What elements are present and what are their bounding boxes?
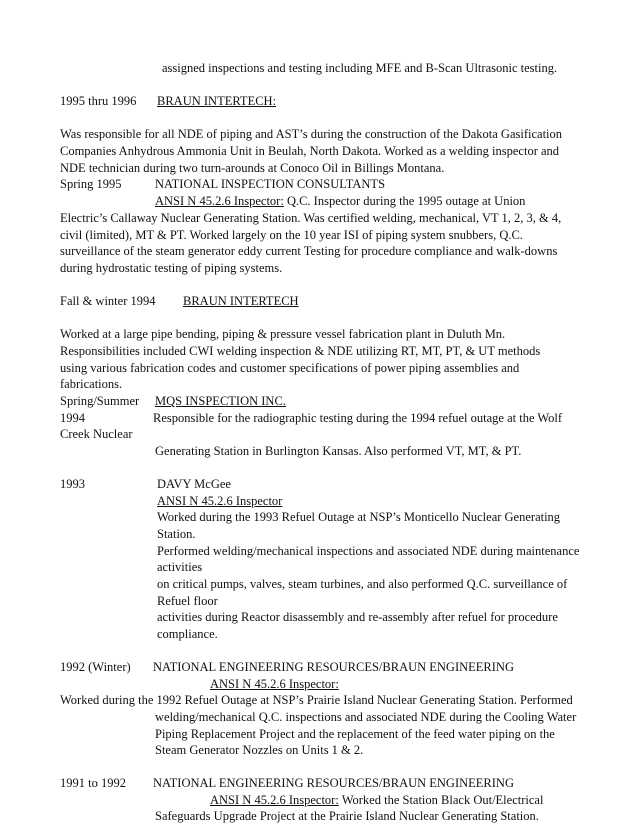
entry-date: Spring/Summer xyxy=(60,394,140,408)
entry-date: Spring 1995 xyxy=(60,177,122,191)
entry-date: 1995 thru 1996 xyxy=(60,94,137,108)
desc-line: Generating Station in Burlington Kansas. Also performed VT, MT, & PT. xyxy=(155,444,522,458)
desc-line: during hydrostatic testing of piping systems. xyxy=(60,261,283,275)
desc-line: Electric’s Callaway Nuclear Generating Station. Was certified welding, mechanical, VT 1, 2, 3, & 4, xyxy=(60,211,562,225)
entry-date: Fall & winter 1994 xyxy=(60,294,156,308)
intro-line: assigned inspections and testing including MFE and B-Scan Ultrasonic testing. xyxy=(162,61,558,75)
desc-line: Companies Anhydrous Ammonia Unit in Beulah, North Dakota. Worked as a welding inspector and xyxy=(60,144,560,158)
desc-line: surveillance of the steam generator eddy current Testing for procedure compliance and walk-downs xyxy=(60,244,558,258)
desc-line: NDE technician during two turn-arounds at Conoco Oil in Billings Montana. xyxy=(60,161,445,175)
role-desc: Worked the Station Black Out/Electrical xyxy=(338,793,544,807)
company-name: MQS INSPECTION INC. xyxy=(155,394,286,408)
desc-line: Creek Nuclear xyxy=(60,427,133,441)
desc-line: Station. xyxy=(157,527,196,541)
desc-line: Worked during the 1992 Refuel Outage at NSP’s Prairie Island Nuclear Generating Station. Performed xyxy=(60,693,573,707)
desc-line: compliance. xyxy=(157,627,218,641)
desc-line: Responsibilities included CWI welding inspection & NDE utilizing RT, MT, PT, & UT methods xyxy=(60,344,541,358)
desc-line: on critical pumps, valves, steam turbines, and also performed Q.C. surveillance of xyxy=(157,577,568,591)
desc-line: Safeguards Upgrade Project at the Prairie Island Nuclear Generating Station. xyxy=(155,809,539,823)
role-title: ANSI N 45.2.6 Inspector xyxy=(157,494,283,508)
role-line xyxy=(210,792,543,809)
company-name: DAVY McGee xyxy=(157,477,231,491)
desc-line: Was responsible for all NDE of piping and AST’s during the construction of the Dakota Gasification xyxy=(60,127,563,141)
desc-line: Performed welding/mechanical inspections and associated NDE during maintenance xyxy=(157,544,580,558)
role-line xyxy=(155,193,525,210)
desc-line: activities xyxy=(157,560,203,574)
role-desc: Q.C. Inspector during the 1995 outage at Union xyxy=(283,194,526,208)
desc-line: Responsible for the radiographic testing during the 1994 refuel outage at the Wolf xyxy=(153,411,563,425)
desc-line: Refuel floor xyxy=(157,594,218,608)
desc-line: Steam Generator Nozzles on Units 1 & 2. xyxy=(155,743,364,757)
desc-line: welding/mechanical Q.C. inspections and associated NDE during the Cooling Water xyxy=(155,710,577,724)
role-title: ANSI N 45.2.6 Inspector: xyxy=(155,194,284,208)
entry-date: 1994 xyxy=(60,411,85,425)
desc-line: using various fabrication codes and customer specifications of power piping assemblies and xyxy=(60,361,520,375)
role-title: ANSI N 45.2.6 Inspector: xyxy=(210,793,339,807)
entry-date: 1991 to 1992 xyxy=(60,776,126,790)
desc-line: fabrications. xyxy=(60,377,123,391)
desc-line: Worked at a large pipe bending, piping & pressure vessel fabrication plant in Duluth Mn. xyxy=(60,327,506,341)
company-name: NATIONAL ENGINEERING RESOURCES/BRAUN ENGINEERING xyxy=(153,776,514,790)
desc-line: activities during Reactor disassembly and re-assembly after refuel for procedure xyxy=(157,610,558,624)
company-name: NATIONAL INSPECTION CONSULTANTS xyxy=(155,177,386,191)
entry-date: 1992 (Winter) xyxy=(60,660,131,674)
desc-line: Piping Replacement Project and the replacement of the feed water piping on the xyxy=(155,727,555,741)
company-name: BRAUN INTERTECH xyxy=(183,294,299,308)
company-name: BRAUN INTERTECH: xyxy=(157,94,277,108)
desc-line: Worked during the 1993 Refuel Outage at NSP’s Monticello Nuclear Generating xyxy=(157,510,561,524)
role-title: ANSI N 45.2.6 Inspector: xyxy=(210,677,339,691)
company-name: NATIONAL ENGINEERING RESOURCES/BRAUN ENGINEERING xyxy=(153,660,514,674)
desc-line: civil (limited), MT & PT. Worked largely on the 10 year ISI of piping system snubbers, Q.C. xyxy=(60,228,523,242)
entry-date: 1993 xyxy=(60,477,85,491)
